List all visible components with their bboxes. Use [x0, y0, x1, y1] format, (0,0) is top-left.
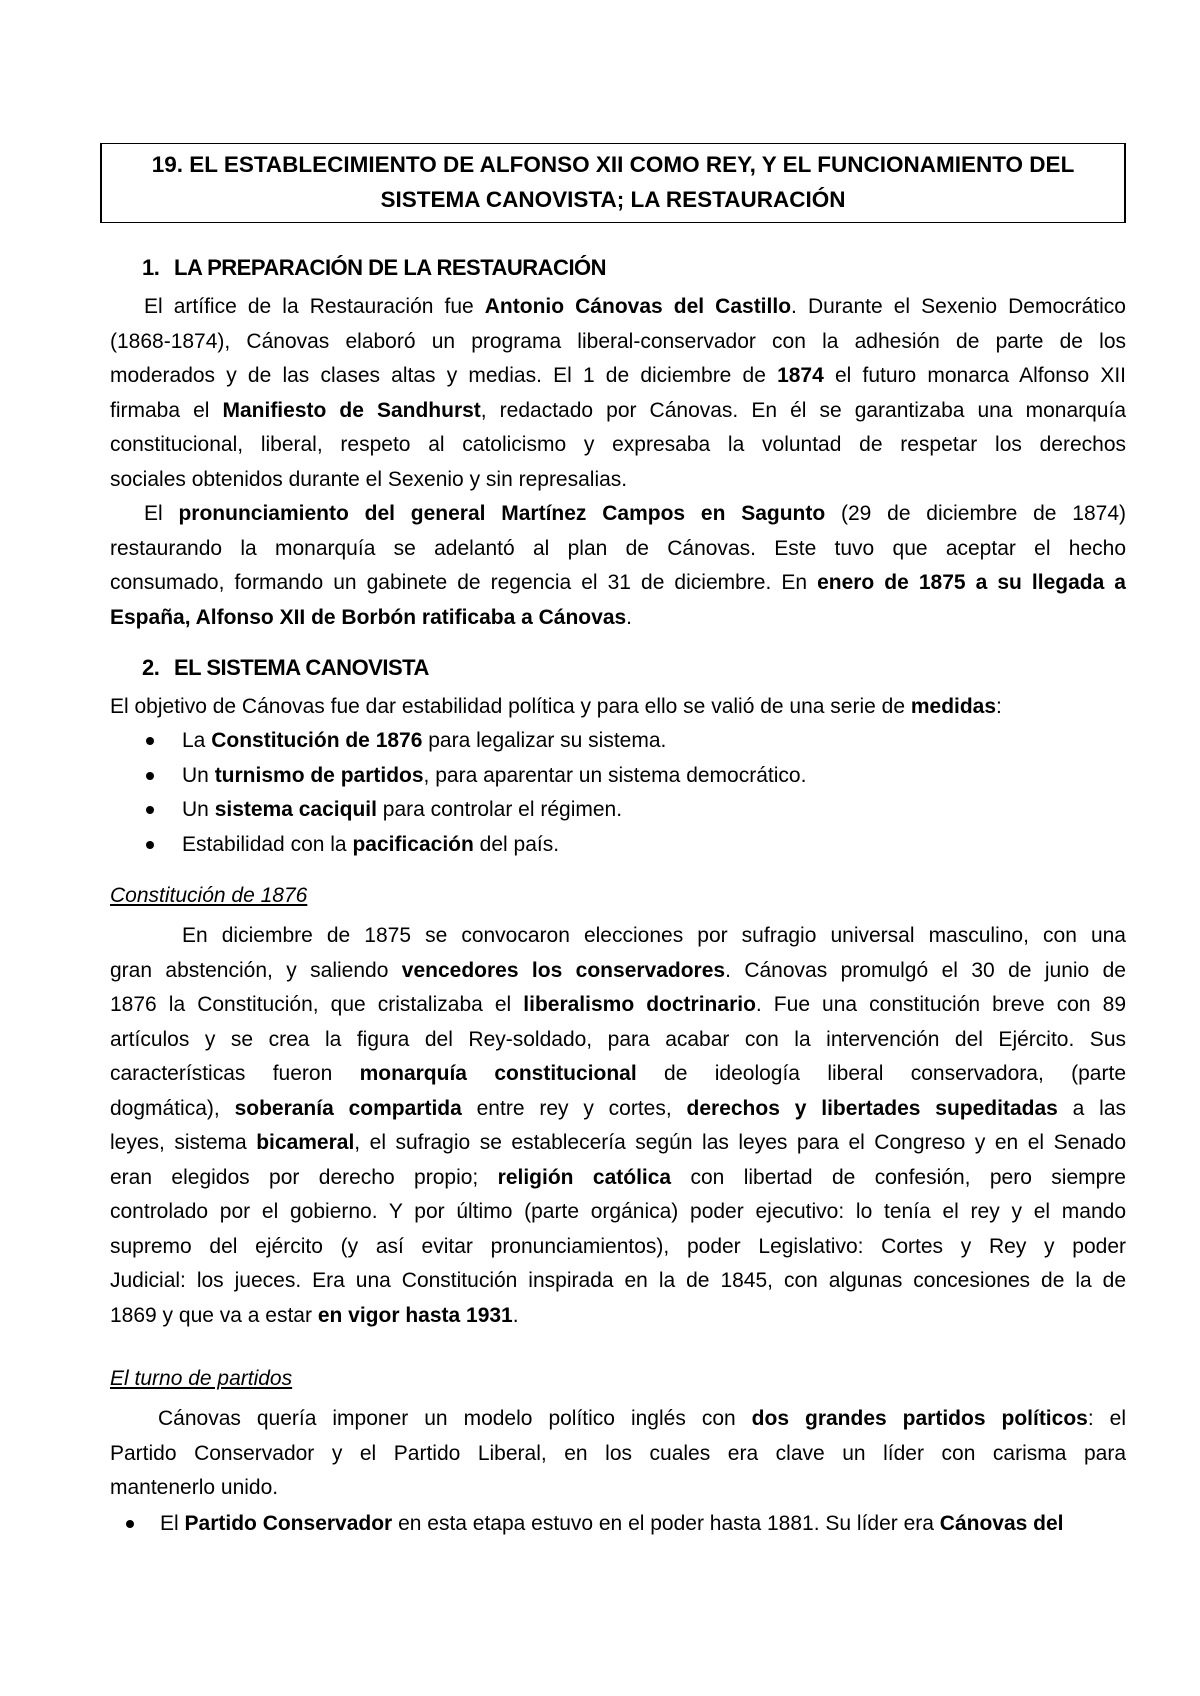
bold-text: pacificación: [352, 832, 474, 856]
text-run: del país.: [473, 832, 560, 856]
paragraph-line: [110, 1299, 1126, 1334]
paragraph-line: [110, 532, 1126, 567]
text-run: Judicial: los jueces. Era una Constitución inspirada en la de 1845, con algunas concesiones de la de: [110, 1269, 1126, 1292]
paragraph-line: [110, 954, 1126, 989]
text-run: Un: [182, 763, 215, 787]
section-2-title: EL SISTEMA CANOVISTA: [174, 655, 429, 680]
bullet-icon: [146, 841, 154, 849]
text-run: características fueron: [110, 1062, 360, 1085]
text-run: . Cánovas promulgó el 30 de junio de: [725, 958, 1126, 982]
text-run: Un: [182, 798, 215, 821]
constitucion-body: [110, 919, 1126, 1333]
list-item: [146, 793, 1126, 828]
text-run: . Durante el Sexenio Democrático: [791, 295, 1126, 318]
text-run: eran elegidos por derecho propio;: [110, 1165, 498, 1189]
text-run: El objetivo de Cánovas fue dar estabilidad política y para ello se valió de una serie de: [110, 695, 911, 718]
text-run: Partido Conservador y el Partido Liberal, en los cuales era clave un líder con carisma para: [110, 1441, 1126, 1465]
text-run: .: [512, 1303, 519, 1327]
text-run: en esta etapa estuvo en el poder hasta 1881. Su líder era: [392, 1512, 940, 1535]
bold-text: monarquía constitucional: [359, 1062, 637, 1085]
bold-text: turnismo de partidos: [214, 763, 424, 787]
paragraph-line: [110, 1230, 1126, 1265]
subheading-constitucion: Constitución de 1876: [110, 884, 308, 907]
text-run: entre rey y cortes,: [461, 1096, 687, 1120]
paragraph-line: [110, 690, 1126, 725]
paragraph-line: [110, 428, 1126, 463]
bold-text: Antonio Cánovas del Castillo: [484, 295, 792, 318]
measures-list: [146, 724, 1126, 862]
bold-text: en vigor hasta 1931: [317, 1303, 513, 1327]
paragraph-line: [110, 1471, 1126, 1506]
paragraph-line: [110, 1264, 1126, 1299]
paragraph-line: [110, 919, 1126, 954]
list-item: [126, 1507, 1126, 1542]
bullet-icon: [146, 772, 154, 780]
list-item-text: [182, 764, 806, 787]
text-run: (29 de diciembre de 1874): [825, 502, 1126, 525]
list-item: [146, 759, 1126, 794]
paragraph-line: [110, 1023, 1126, 1058]
bullet-icon: [146, 806, 154, 814]
parties-list: [126, 1507, 1126, 1542]
text-run: , para aparentar un sistema democrático.: [423, 763, 807, 787]
title-box: [100, 143, 1126, 223]
text-run: con libertad de confesión, pero siempre: [671, 1165, 1126, 1189]
text-run: firmaba el: [110, 398, 223, 422]
paragraph-line: [110, 601, 1126, 636]
title-line-2: SISTEMA CANOVISTA; LA RESTAURACIÓN: [380, 187, 846, 212]
list-item: [146, 828, 1126, 863]
paragraph-line: [110, 359, 1126, 394]
bold-text: dos grandes partidos políticos: [751, 1407, 1088, 1430]
paragraph-line: [110, 1092, 1126, 1127]
paragraph-line: [110, 394, 1126, 429]
text-run: dogmática),: [110, 1096, 235, 1120]
text-run: controlado por el gobierno. Y por último (parte orgánica) poder ejecutivo: lo tenía el rey y el mando: [110, 1200, 1126, 1223]
text-run: El artífice de la Restauración fue: [144, 295, 485, 318]
text-run: para legalizar su sistema.: [422, 729, 667, 752]
bold-text: enero de 1875 a su llegada a: [817, 571, 1126, 594]
subheading-turno: El turno de partidos: [110, 1367, 293, 1390]
text-run: consumado, formando un gabinete de regencia el 31 de diciembre. En: [110, 571, 818, 594]
bold-text: 1874: [777, 364, 824, 387]
bullet-icon: [126, 1520, 134, 1528]
text-run: constitucional, liberal, respeto al catolicismo y expresaba la voluntad de respetar los derechos: [110, 433, 1126, 456]
bold-text: pronunciamiento del general Martínez Campos en Sagunto: [178, 502, 826, 525]
bullet-icon: [146, 737, 154, 745]
bold-text: Constitución de 1876: [211, 729, 423, 752]
section-2-heading: [142, 655, 429, 681]
section-1-title: LA PREPARACIÓN DE LA RESTAURACIÓN: [174, 255, 607, 280]
text-run: : el: [1087, 1407, 1126, 1430]
paragraph-line: [110, 566, 1126, 601]
bold-text: Manifiesto de Sandhurst: [222, 398, 481, 422]
paragraph-line: [110, 463, 1126, 498]
text-run: Cánovas quería imponer un modelo político inglés con: [158, 1407, 752, 1430]
section-2-intro: [110, 690, 1126, 725]
text-run: a las: [1057, 1096, 1126, 1120]
paragraph-line: [110, 1161, 1126, 1196]
bold-text: liberalismo doctrinario: [523, 993, 756, 1016]
section-2-number: 2.: [142, 655, 160, 680]
text-run: El: [160, 1512, 185, 1535]
text-run: artículos y se crea la figura del Rey-soldado, para acabar con la intervención del Ejército. Sus: [110, 1027, 1126, 1051]
section-1-number: 1.: [142, 255, 160, 280]
bold-text: vencedores los conservadores: [401, 958, 726, 982]
bold-text: Cánovas del: [939, 1512, 1064, 1535]
bold-text: medidas: [910, 695, 997, 718]
text-run: leyes, sistema: [110, 1131, 257, 1154]
text-run: :: [996, 695, 1002, 718]
paragraph-line: [110, 290, 1126, 325]
text-run: En diciembre de 1875 se convocaron elecciones por sufragio universal masculino, con una: [182, 924, 1126, 947]
list-item-text: [182, 729, 666, 752]
list-item-text: [182, 833, 559, 856]
paragraph-line: [110, 497, 1126, 532]
bold-text: España, Alfonso XII de Borbón ratificaba a Cánovas: [110, 605, 627, 629]
bold-text: derechos y libertades supeditadas: [686, 1096, 1058, 1120]
text-run: 1869 y que va a estar: [110, 1303, 318, 1327]
paragraph-line: [110, 325, 1126, 360]
text-run: La: [182, 729, 212, 752]
text-run: Estabilidad con la: [182, 832, 353, 856]
paragraph-line: [110, 1402, 1126, 1437]
list-item: [146, 724, 1126, 759]
text-run: . Fue una constitución breve con 89: [755, 993, 1126, 1016]
text-run: , el sufragio se establecería según las leyes para el Congreso y en el Senado: [354, 1131, 1126, 1154]
paragraph-line: [110, 1437, 1126, 1472]
bold-text: bicameral: [256, 1131, 355, 1154]
text-run: .: [626, 605, 633, 629]
list-item-text: [160, 1512, 1064, 1535]
turno-body: [110, 1402, 1126, 1506]
text-run: moderados y de las clases altas y medias. El 1 de diciembre de: [110, 364, 778, 387]
section-1-heading: [142, 255, 606, 281]
text-run: el futuro monarca Alfonso XII: [823, 364, 1126, 387]
text-run: para controlar el régimen.: [376, 798, 623, 821]
bold-text: Partido Conservador: [184, 1512, 393, 1535]
paragraph-line: [110, 988, 1126, 1023]
title-line-1: 19. EL ESTABLECIMIENTO DE ALFONSO XII COMO REY, Y EL FUNCIONAMIENTO DEL: [151, 152, 1075, 177]
text-run: gran abstención, y saliendo: [110, 958, 402, 982]
list-item-text: [182, 798, 622, 821]
text-run: , redactado por Cánovas. En él se garantizaba una monarquía: [480, 398, 1126, 422]
bold-text: sistema caciquil: [214, 798, 377, 821]
paragraph-line: [110, 1126, 1126, 1161]
text-run: restaurando la monarquía se adelantó al plan de Cánovas. Este tuvo que aceptar el hecho: [110, 536, 1126, 560]
paragraph-line: [110, 1195, 1126, 1230]
text-run: sociales obtenidos durante el Sexenio y sin represalias.: [110, 467, 628, 491]
text-run: mantenerlo unido.: [110, 1476, 279, 1499]
paragraph-line: [110, 1057, 1126, 1092]
text-run: de ideología liberal conservadora, (parte: [636, 1062, 1126, 1085]
bold-text: religión católica: [497, 1165, 672, 1189]
bold-text: soberanía compartida: [234, 1096, 462, 1120]
section-1-body: [110, 290, 1126, 635]
text-run: El: [144, 502, 179, 525]
text-run: 1876 la Constitución, que cristalizaba el: [110, 993, 524, 1016]
text-run: supremo del ejército (y así evitar pronunciamientos), poder Legislativo: Cortes y Rey y poder: [110, 1234, 1126, 1258]
text-run: (1868-1874), Cánovas elaboró un programa liberal-conservador con la adhesión de parte de los: [110, 329, 1126, 353]
